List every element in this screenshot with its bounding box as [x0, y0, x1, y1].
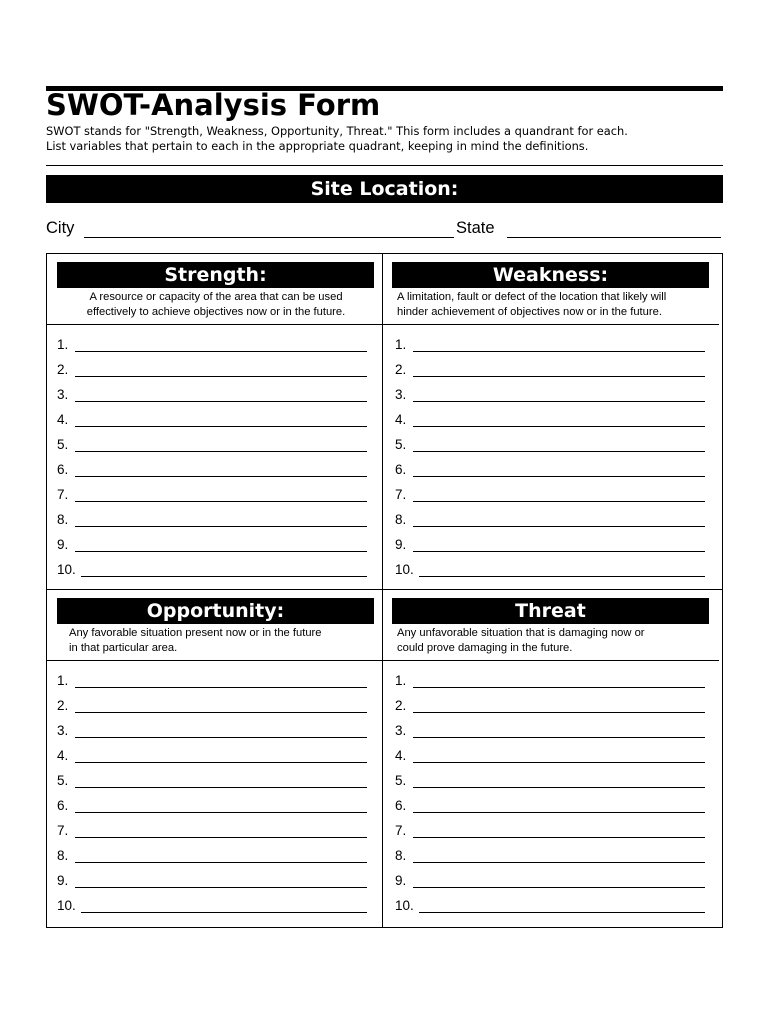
entry-underline [75, 451, 367, 452]
entry-line[interactable] [395, 562, 707, 582]
entry-underline [75, 762, 367, 763]
quadrant-title: Weakness: [392, 262, 709, 288]
entry-underline [413, 812, 705, 813]
entry-underline [413, 401, 705, 402]
quadrant-rule [383, 660, 719, 661]
entry-underline [75, 887, 367, 888]
entry-number: 8. [57, 512, 69, 527]
entry-line[interactable] [57, 462, 369, 482]
entry-underline [75, 712, 367, 713]
entry-number: 7. [57, 823, 69, 838]
entry-underline [413, 551, 705, 552]
entry-underline [413, 712, 705, 713]
description-line: hinder achievement of objectives now or in the future. [397, 306, 662, 318]
entry-line[interactable] [395, 773, 707, 793]
entry-number: 1. [57, 337, 69, 352]
description-line: effectively to achieve objectives now or in the future. [86, 306, 346, 318]
entry-line[interactable] [57, 387, 369, 407]
quadrant-description [55, 626, 377, 656]
entry-underline [419, 912, 705, 913]
city-field[interactable] [84, 237, 454, 238]
entry-line[interactable] [57, 798, 369, 818]
quadrant-description [55, 290, 377, 320]
entry-number: 6. [395, 798, 407, 813]
entry-line[interactable] [57, 898, 369, 918]
entry-underline [413, 787, 705, 788]
entry-line[interactable] [57, 537, 369, 557]
entry-underline [419, 576, 705, 577]
entry-line[interactable] [57, 823, 369, 843]
state-field[interactable] [507, 237, 721, 238]
divider [46, 165, 723, 166]
entry-underline [413, 351, 705, 352]
entry-number: 5. [57, 773, 69, 788]
entry-number: 2. [57, 698, 69, 713]
quadrant-description [391, 626, 713, 656]
entry-number: 3. [395, 387, 407, 402]
swot-grid [46, 253, 723, 928]
entry-number: 7. [395, 823, 407, 838]
state-label: State [456, 219, 495, 237]
entry-number: 10. [57, 562, 76, 577]
entry-line[interactable] [395, 873, 707, 893]
entry-number: 2. [395, 698, 407, 713]
entry-number: 7. [395, 487, 407, 502]
entry-line[interactable] [57, 848, 369, 868]
entry-underline [75, 401, 367, 402]
entry-line[interactable] [57, 873, 369, 893]
entry-underline [413, 476, 705, 477]
entry-line[interactable] [395, 823, 707, 843]
entry-line[interactable] [395, 698, 707, 718]
entry-line[interactable] [395, 412, 707, 432]
entry-line[interactable] [57, 512, 369, 532]
entry-underline [81, 576, 367, 577]
description-line: A limitation, fault or defect of the location that likely will [397, 291, 667, 303]
intro-text [46, 124, 726, 154]
entry-number: 2. [57, 362, 69, 377]
quadrant-title: Strength: [57, 262, 374, 288]
intro-line: SWOT stands for "Strength, Weakness, Opportunity, Threat." This form includes a quandrant for each. [46, 124, 628, 138]
entry-underline [413, 887, 705, 888]
quadrant-title: Threat [392, 598, 709, 624]
entry-underline [413, 451, 705, 452]
entry-underline [413, 837, 705, 838]
entry-line[interactable] [395, 673, 707, 693]
entry-number: 7. [57, 487, 69, 502]
entry-underline [413, 762, 705, 763]
entry-line[interactable] [57, 437, 369, 457]
entry-line[interactable] [395, 748, 707, 768]
entry-line[interactable] [57, 362, 369, 382]
quadrant-rule [47, 660, 383, 661]
entry-underline [75, 501, 367, 502]
entry-number: 5. [395, 437, 407, 452]
entry-line[interactable] [395, 723, 707, 743]
entry-underline [413, 687, 705, 688]
entry-number: 4. [57, 412, 69, 427]
entry-underline [75, 551, 367, 552]
entry-line[interactable] [395, 337, 707, 357]
page-title: SWOT-Analysis Form [46, 88, 381, 122]
entry-underline [75, 476, 367, 477]
entry-underline [75, 862, 367, 863]
entry-number: 3. [395, 723, 407, 738]
entry-line[interactable] [57, 773, 369, 793]
entry-line[interactable] [57, 723, 369, 743]
entry-number: 8. [395, 512, 407, 527]
description-line: could prove damaging in the future. [397, 642, 573, 654]
entry-line[interactable] [57, 487, 369, 507]
entry-number: 5. [57, 437, 69, 452]
entry-line[interactable] [395, 487, 707, 507]
entry-underline [81, 912, 367, 913]
description-line: A resource or capacity of the area that can be used [89, 291, 343, 303]
entry-line[interactable] [57, 698, 369, 718]
entry-number: 8. [395, 848, 407, 863]
quadrant-weakness [383, 254, 719, 590]
entry-number: 1. [395, 673, 407, 688]
entry-number: 4. [395, 748, 407, 763]
entry-underline [75, 812, 367, 813]
quadrant-threat [383, 590, 719, 926]
entry-line[interactable] [395, 362, 707, 382]
entry-underline [75, 687, 367, 688]
entry-number: 6. [57, 462, 69, 477]
entry-number: 9. [57, 873, 69, 888]
entry-number: 6. [395, 462, 407, 477]
intro-line: List variables that pertain to each in the appropriate quadrant, keeping in mind the definitions. [46, 139, 589, 153]
entry-underline [413, 526, 705, 527]
entry-underline [75, 351, 367, 352]
entry-line[interactable] [57, 748, 369, 768]
description-line: in that particular area. [69, 642, 178, 654]
site-location-heading: Site Location: [46, 175, 723, 203]
entry-line[interactable] [395, 512, 707, 532]
quadrant-description [391, 290, 713, 320]
entry-line[interactable] [395, 798, 707, 818]
entry-line[interactable] [395, 387, 707, 407]
entry-underline [413, 737, 705, 738]
entry-underline [413, 376, 705, 377]
entry-number: 1. [57, 673, 69, 688]
entry-underline [413, 862, 705, 863]
entry-number: 3. [57, 387, 69, 402]
entry-number: 2. [395, 362, 407, 377]
entry-line[interactable] [57, 337, 369, 357]
entry-underline [75, 426, 367, 427]
quadrant-rule [47, 324, 383, 325]
entry-underline [75, 837, 367, 838]
quadrant-title: Opportunity: [57, 598, 374, 624]
entry-underline [413, 501, 705, 502]
entry-number: 10. [395, 898, 414, 913]
entry-line[interactable] [57, 412, 369, 432]
entry-line[interactable] [57, 562, 369, 582]
entry-number: 9. [395, 537, 407, 552]
entry-underline [75, 787, 367, 788]
entry-number: 3. [57, 723, 69, 738]
entry-line[interactable] [395, 537, 707, 557]
entry-number: 5. [395, 773, 407, 788]
entry-number: 9. [57, 537, 69, 552]
location-row [46, 219, 723, 243]
entry-underline [75, 376, 367, 377]
entry-number: 9. [395, 873, 407, 888]
entry-number: 4. [57, 748, 69, 763]
description-line: Any unfavorable situation that is damaging now or [397, 627, 645, 639]
quadrant-rule [383, 324, 719, 325]
entry-line[interactable] [395, 437, 707, 457]
entry-underline [413, 426, 705, 427]
entry-number: 8. [57, 848, 69, 863]
entry-underline [75, 737, 367, 738]
entry-underline [75, 526, 367, 527]
entry-number: 10. [395, 562, 414, 577]
quadrant-opportunity [47, 590, 383, 926]
entry-number: 6. [57, 798, 69, 813]
entry-line[interactable] [395, 848, 707, 868]
quadrant-strength [47, 254, 383, 590]
entry-number: 4. [395, 412, 407, 427]
entry-line[interactable] [395, 898, 707, 918]
entry-line[interactable] [395, 462, 707, 482]
entry-line[interactable] [57, 673, 369, 693]
city-label: City [46, 219, 75, 237]
entry-number: 1. [395, 337, 407, 352]
entry-number: 10. [57, 898, 76, 913]
description-line: Any favorable situation present now or in the future [69, 627, 322, 639]
